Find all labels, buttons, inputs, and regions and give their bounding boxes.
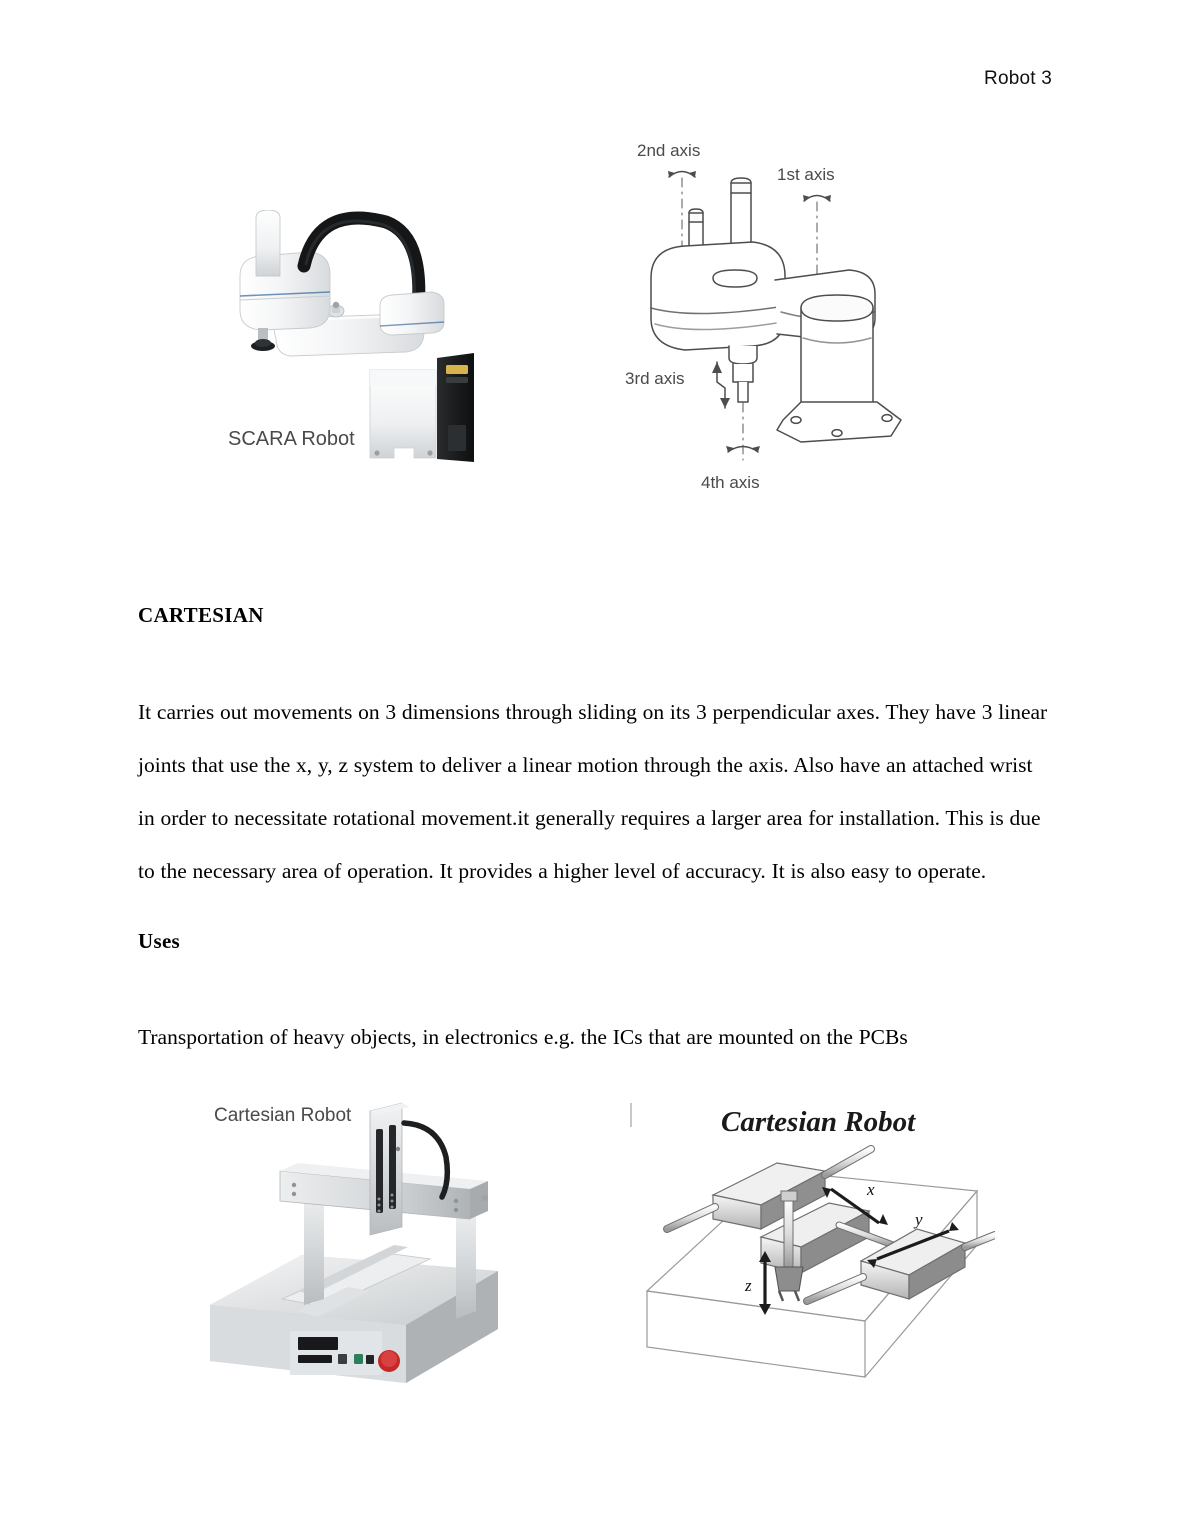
scara-controller-box bbox=[437, 353, 474, 462]
axis-label-3rd: 3rd axis bbox=[625, 369, 685, 388]
cartesian-robot-photo bbox=[198, 1093, 518, 1388]
scara-photo-caption: SCARA Robot bbox=[228, 428, 355, 450]
z-axis-arrow bbox=[759, 1251, 771, 1315]
document-body bbox=[138, 600, 1053, 1064]
section-heading-cartesian: CARTESIAN bbox=[138, 603, 264, 627]
scara-base-column bbox=[370, 370, 436, 458]
axis-label-2nd: 2nd axis bbox=[637, 141, 701, 160]
cartesian-diagram-caption: Cartesian Robot bbox=[721, 1106, 916, 1138]
scara-base-flange bbox=[777, 402, 901, 442]
scara-end-effector bbox=[251, 328, 275, 351]
scara-upper-arm-body bbox=[651, 242, 785, 350]
scara-robot-photo bbox=[218, 210, 503, 475]
cartesian-axis-label-x: x bbox=[867, 1180, 875, 1199]
second-axis-rotation-arrow bbox=[668, 171, 696, 177]
third-axis-linear-arrow bbox=[712, 362, 730, 408]
scara-z-spindle bbox=[729, 346, 757, 402]
scara-figure-row bbox=[0, 130, 1190, 510]
spacer-after-cartesian-heading bbox=[138, 630, 1053, 686]
first-axis-rotation-arrow bbox=[803, 195, 831, 201]
running-head-text: Robot 3 bbox=[984, 68, 1052, 89]
scara-cable-junction-box bbox=[380, 292, 444, 335]
paragraph-uses-description: Transportation of heavy objects, in electronics e.g. the ICs that are mounted on the PCBs bbox=[138, 1025, 908, 1049]
paragraph-cartesian-description: It carries out movements on 3 dimensions through sliding on its 3 perpendicular axes. They have 3 linear joints that use the x, y, z system to deliver a linear motion through the axis. Also have an attached wrist in order to necessitate rotational movement.it generally requires a larger area for installation. This is due to the necessary area of operation. It provides a higher level of accuracy. It is also easy to operate. bbox=[138, 700, 1048, 883]
running-header bbox=[0, 68, 1190, 90]
cartesian-axis-label-z: z bbox=[745, 1276, 752, 1295]
spacer-before-uses-heading bbox=[138, 898, 1053, 926]
cartesian-figure-row bbox=[0, 1085, 1190, 1405]
section-heading-uses: Uses bbox=[138, 929, 181, 953]
spacer-after-uses-heading bbox=[138, 956, 1053, 1011]
scara-base-cylinder bbox=[801, 295, 873, 416]
axis-label-4th: 4th axis bbox=[701, 473, 760, 492]
cartesian-photo-caption: Cartesian Robot bbox=[214, 1105, 352, 1126]
axis-label-1st: 1st axis bbox=[777, 165, 835, 184]
scara-axis-diagram bbox=[625, 130, 915, 500]
cartesian-axis-diagram bbox=[625, 1095, 995, 1380]
cartesian-axis-label-y: y bbox=[915, 1210, 923, 1229]
scara-upper-arm-housing bbox=[240, 252, 330, 330]
scara-z-shaft bbox=[256, 210, 280, 276]
